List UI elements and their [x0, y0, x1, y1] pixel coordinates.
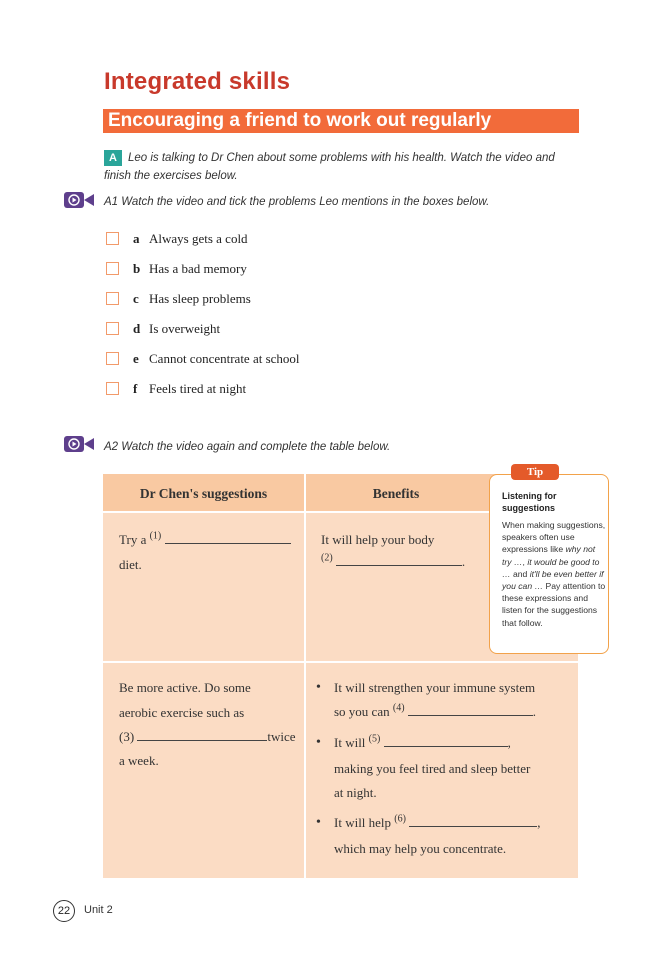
row1-suggestion-cell: [103, 513, 304, 661]
option-text: Is overweight: [149, 321, 221, 336]
row1-suggestion-line1: Try a $^{(1)}$: [119, 532, 291, 548]
option-text: Has sleep problems: [149, 291, 251, 306]
answer-blank-2[interactable]: [336, 555, 462, 566]
unit-label: Unit 2: [84, 904, 113, 916]
row2-suggestion-line1: Be more active. Do some: [119, 680, 251, 695]
tip-body: When making suggestions, speakers often use expressions like why not try …, it would be good to … and it'll be even better if you can … Pay attention to these expressions and listen for the suggestions that follow.: [502, 520, 606, 628]
row1-benefit-line1: It will help your body: [321, 532, 435, 547]
option-letter: f: [133, 381, 138, 396]
checkbox[interactable]: [106, 232, 119, 245]
option-letter: e: [133, 351, 139, 366]
page-title: Integrated skills: [104, 68, 291, 95]
video-camera-icon: [64, 191, 94, 209]
intro-text: Leo is talking to Dr Chen about some problems with his health. Watch the video and finish the exercises below.: [104, 152, 555, 182]
a2-instruction: A2 Watch the video again and complete the table below.: [104, 441, 391, 453]
answer-blank-1[interactable]: [165, 533, 291, 544]
row2-suggestion-line2: aerobic exercise such as: [119, 705, 245, 720]
banner-text: Encouraging a friend to work out regularly: [108, 110, 492, 131]
page-number: 22: [53, 900, 75, 922]
table-header-suggestions: [103, 474, 304, 511]
checkbox[interactable]: [106, 352, 119, 365]
section-banner: [103, 109, 579, 133]
row2-suggestion-line4: a week.: [119, 753, 159, 768]
tip-label: Tip: [511, 464, 559, 480]
option-text: Feels tired at night: [149, 381, 247, 396]
answer-blank-4[interactable]: [408, 705, 533, 716]
option-text: Has a bad memory: [149, 261, 247, 276]
a1-instruction: A1 Watch the video and tick the problems Leo mentions in the boxes below.: [104, 196, 490, 208]
checkbox[interactable]: [106, 292, 119, 305]
header-text: Dr Chen's suggestions: [139, 486, 268, 501]
option-text: Cannot concentrate at school: [149, 351, 300, 366]
tip-heading: Listening for suggestions: [502, 491, 557, 513]
answer-blank-5[interactable]: [384, 736, 508, 747]
row1-benefit-line2: $^{(2)}$ .: [321, 552, 466, 569]
section-badge-a: A: [104, 150, 122, 166]
checkbox[interactable]: [106, 322, 119, 335]
option-text: Always gets a cold: [149, 231, 248, 246]
row2-suggestion-cell: [103, 663, 304, 878]
option-letter: d: [133, 321, 141, 336]
option-letter: b: [133, 261, 141, 276]
checkbox[interactable]: [106, 262, 119, 275]
tip-box: [489, 474, 609, 654]
row1-suggestion-line2: diet.: [119, 557, 142, 572]
option-letter: c: [133, 291, 139, 306]
checkbox[interactable]: [106, 382, 119, 395]
option-letter: a: [133, 231, 140, 246]
video-camera-icon: [64, 435, 94, 453]
answer-blank-3[interactable]: [137, 730, 267, 741]
row2-suggestion-line3: (3) twice: [119, 729, 296, 744]
row2-benefit-cell: • It will strengthen your immune system so you can $^{(4)}$ . • It will $^{(5)}$ , making you feel tired and sleep better at night. • It will help $^{(6)}$ , which may help you concentrate.: [306, 663, 578, 878]
header-text: Benefits: [372, 486, 420, 501]
intro-paragraph: [104, 149, 584, 185]
answer-blank-6[interactable]: [409, 816, 537, 827]
